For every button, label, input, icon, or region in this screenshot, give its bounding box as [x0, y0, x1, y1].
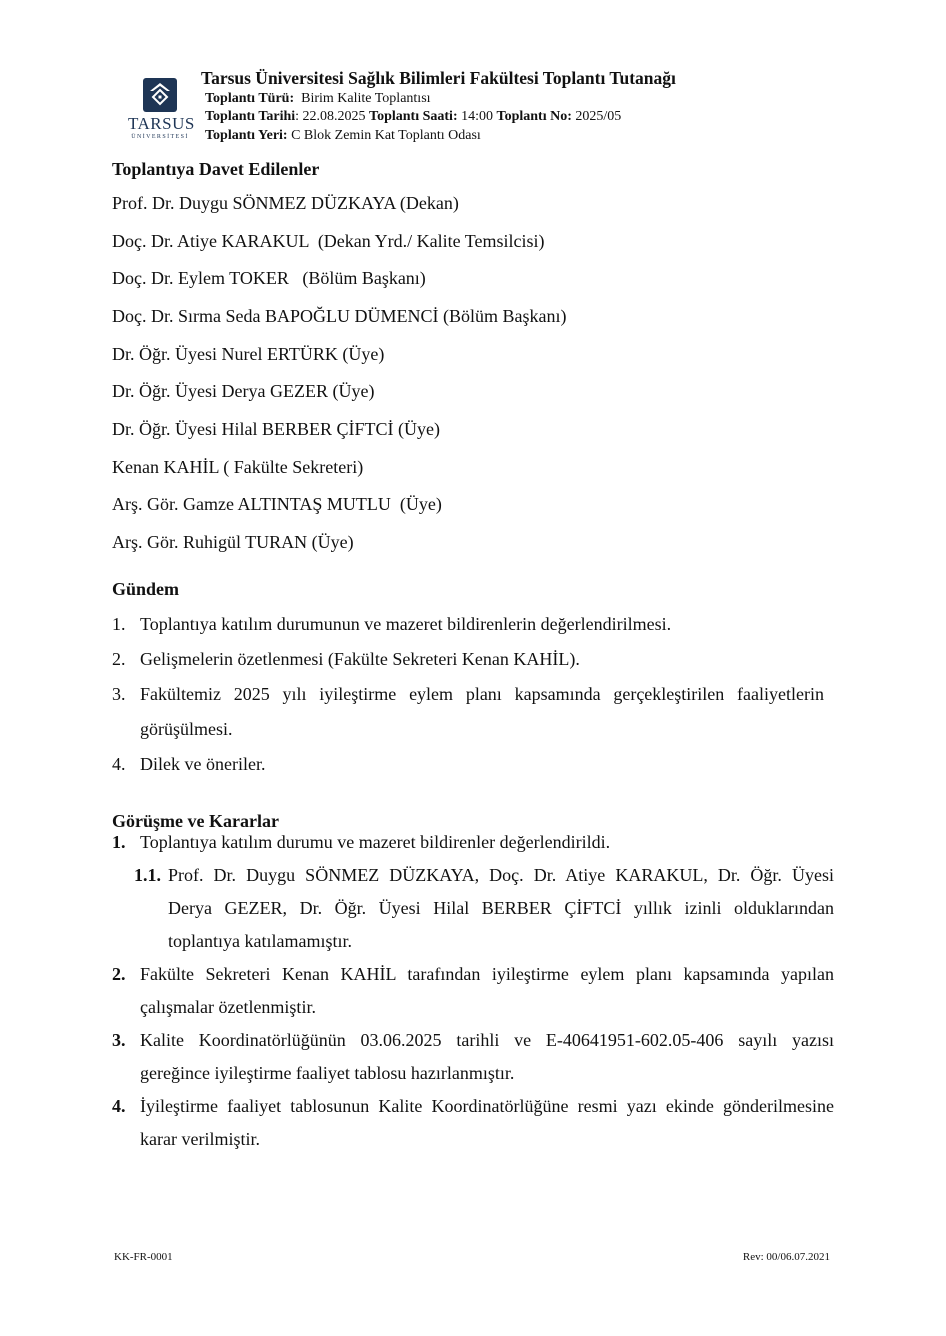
agenda-item-number: 2. [112, 649, 126, 669]
meeting-no-label: Toplantı No: [496, 109, 572, 124]
decision-subitem-number: 1.1. [134, 865, 161, 885]
logo-subtext: ÜNİVERSİTESİ [131, 134, 189, 140]
agenda-item-number: 4. [112, 754, 126, 774]
meeting-place-value: C Blok Zemin Kat Toplantı Odası [291, 128, 481, 143]
invitee-item: Dr. Öğr. Üyesi Nurel ERTÜRK (Üye) [112, 344, 385, 364]
meeting-no-value: 2025/05 [575, 109, 622, 124]
form-code: KK-FR-0001 [114, 1251, 173, 1263]
meeting-datetime-line [205, 108, 621, 125]
agenda-item-text-continued: görüşülmesi. [140, 719, 233, 739]
agenda-item-text: Gelişmelerin özetlenmesi (Fakülte Sekreteri Kenan KAHİL). [140, 649, 580, 669]
university-logo [128, 78, 195, 144]
meeting-type-value: Birim Kalite Toplantısı [301, 91, 431, 106]
invitee-item: Kenan KAHİL ( Fakülte Sekreteri) [112, 457, 364, 477]
agenda-item-number: 3. [112, 684, 126, 704]
agenda-item-text: Toplantıya katılım durumunun ve mazeret bildirenlerin değerlendirilmesi. [140, 614, 672, 634]
invitee-item: Dr. Öğr. Üyesi Hilal BERBER ÇİFTCİ (Üye) [112, 419, 440, 439]
decision-item-text: karar verilmiştir. [140, 1129, 260, 1149]
invitee-item: Prof. Dr. Duygu SÖNMEZ DÜZKAYA (Dekan) [112, 193, 459, 213]
decision-subitem-text: toplantıya katılamamıştır. [168, 931, 352, 951]
decision-item-number: 2. [112, 964, 126, 984]
decision-item-text: Kalite Koordinatörlüğünün 03.06.2025 tarihli ve E-40641951-602.05-406 sayılı yazısı [140, 1030, 834, 1050]
decision-item-text: gereğince iyileştirme faaliyet tablosu hazırlanmıştır. [140, 1063, 515, 1083]
decision-item-text: İyileştirme faaliyet tablosunun Kalite Koordinatörlüğüne resmi yazı ekinde gönderilmesine [140, 1096, 834, 1116]
agenda-item-text: Dilek ve öneriler. [140, 754, 266, 774]
invitee-item: Doç. Dr. Eylem TOKER (Bölüm Başkanı) [112, 268, 426, 288]
agenda-heading: Gündem [112, 579, 180, 599]
decision-subitem-text: Derya GEZER, Dr. Öğr. Üyesi Hilal BERBER ÇİFTCİ yıllık izinli olduklarından [168, 898, 834, 918]
meeting-place-label: Toplantı Yeri: [205, 128, 288, 143]
decision-item-number: 4. [112, 1096, 126, 1116]
invitee-item: Arş. Gör. Gamze ALTINTAŞ MUTLU (Üye) [112, 494, 442, 514]
decision-item-number: 1. [112, 832, 126, 852]
revision-info: Rev: 00/06.07.2021 [742, 1251, 830, 1263]
decision-subitem-text: Prof. Dr. Duygu SÖNMEZ DÜZKAYA, Doç. Dr. Atiye KARAKUL, Dr. Öğr. Üyesi [168, 865, 834, 885]
meeting-place-line [205, 127, 481, 144]
meeting-date-value: : 22.08.2025 [295, 109, 366, 124]
agenda-item-number: 1. [112, 614, 126, 634]
decisions-heading: Görüşme ve Kararlar [112, 811, 279, 831]
decision-item-text: çalışmalar özetlenmiştir. [140, 997, 316, 1017]
meeting-type-line [205, 90, 431, 107]
logo-wordmark: TARSUS [128, 114, 195, 133]
decision-item-text: Fakülte Sekreteri Kenan KAHİL tarafından iyileştirme eylem planı kapsamında yapılan [140, 964, 834, 984]
agenda-item-text: Fakültemiz 2025 yılı iyileştirme eylem planı kapsamında gerçekleştirilen faaliyetlerin [140, 684, 824, 704]
invitee-item: Dr. Öğr. Üyesi Derya GEZER (Üye) [112, 381, 375, 401]
invitee-item: Arş. Gör. Ruhigül TURAN (Üye) [112, 532, 354, 552]
invitee-item: Doç. Dr. Sırma Seda BAPOĞLU DÜMENCİ (Bölüm Başkanı) [112, 306, 567, 326]
invitees-heading: Toplantıya Davet Edilenler [112, 159, 320, 179]
meeting-date-label: Toplantı Tarihi [205, 109, 296, 124]
meeting-type-label: Toplantı Türü: [205, 91, 295, 106]
document-title: Tarsus Üniversitesi Sağlık Bilimleri Fakültesi Toplantı Tutanağı [201, 68, 676, 88]
decision-item-number: 3. [112, 1030, 126, 1050]
university-emblem-icon [143, 78, 177, 112]
meeting-time-value: 14:00 [461, 109, 494, 124]
decision-item-text: Toplantıya katılım durumu ve mazeret bildirenler değerlendirildi. [140, 832, 611, 852]
invitee-item: Doç. Dr. Atiye KARAKUL (Dekan Yrd./ Kalite Temsilcisi) [112, 231, 545, 251]
meeting-time-label: Toplantı Saati: [369, 109, 458, 124]
